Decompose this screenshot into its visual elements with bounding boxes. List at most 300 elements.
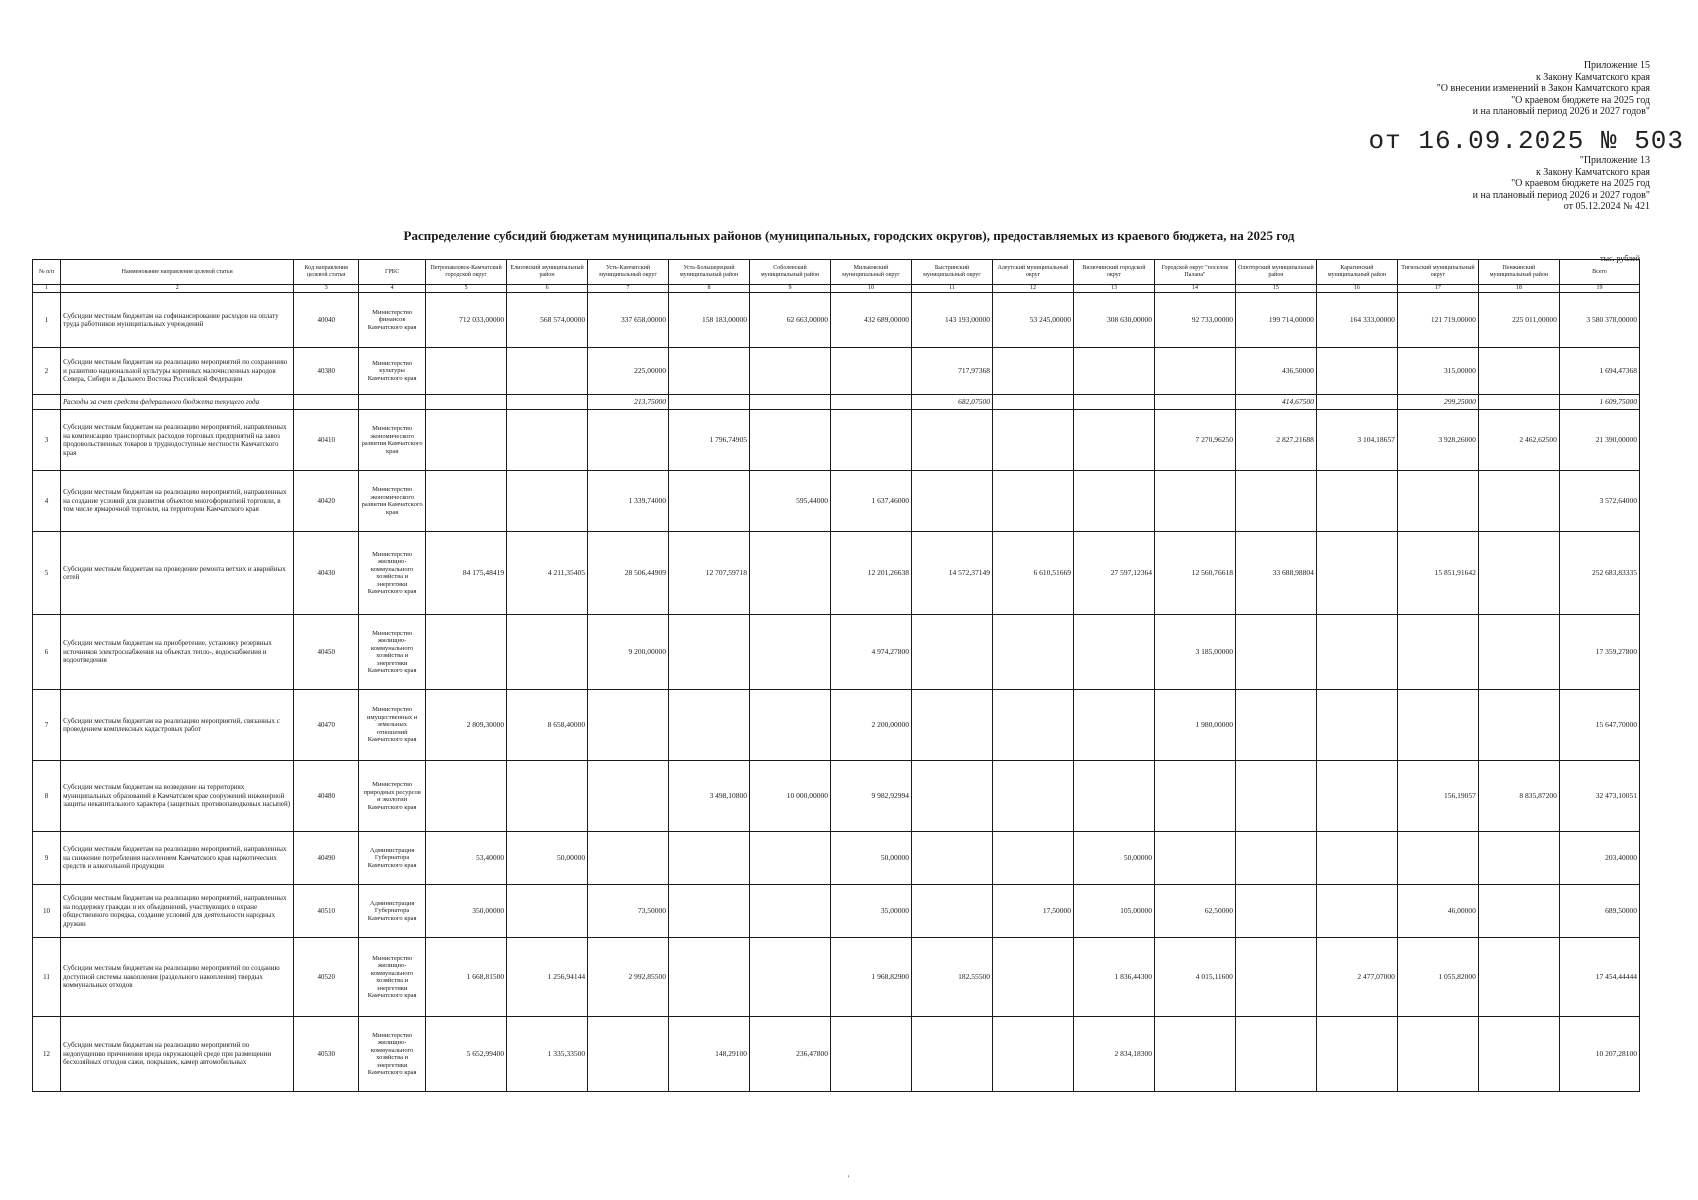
- amount-cell: [1154, 761, 1235, 832]
- total-cell: 17 359,27800: [1559, 615, 1639, 690]
- amount-cell: 1 968,82900: [831, 938, 912, 1017]
- amount-cell: [831, 410, 912, 471]
- amount-cell: 2 809,30000: [426, 690, 507, 761]
- amount-cell: [992, 938, 1073, 1017]
- column-number: 5: [426, 285, 507, 293]
- row-number: 7: [33, 690, 61, 761]
- annex-13-reference: [1473, 155, 1650, 213]
- amount-cell: [1316, 471, 1397, 532]
- amount-cell: 225 011,00000: [1478, 293, 1559, 348]
- amount-cell: [1397, 690, 1478, 761]
- amount-cell: 2 200,00000: [831, 690, 912, 761]
- annex-line: и на плановый период 2026 и 2027 годов": [1472, 106, 1650, 117]
- annex-line: к Закону Камчатского края: [1535, 166, 1650, 178]
- column-number: 18: [1478, 285, 1559, 293]
- amount-cell: [992, 690, 1073, 761]
- column-number: 4: [359, 285, 426, 293]
- amount-cell: 62 663,00000: [750, 293, 831, 348]
- table-row: [33, 761, 1640, 832]
- column-number: 13: [1073, 285, 1154, 293]
- amount-cell: 1 668,81500: [426, 938, 507, 1017]
- amount-cell: [750, 690, 831, 761]
- amount-cell: [507, 615, 588, 690]
- amount-cell: [1073, 615, 1154, 690]
- target-code: 40450: [294, 615, 359, 690]
- amount-cell: [1478, 348, 1559, 395]
- column-number: 9: [750, 285, 831, 293]
- total-cell: 21 390,00000: [1559, 410, 1639, 471]
- header-cell: Вилючинский городской округ: [1073, 260, 1154, 285]
- amount-cell: [1235, 1017, 1316, 1092]
- column-number: 2: [61, 285, 294, 293]
- amount-cell: [1316, 885, 1397, 938]
- amount-cell: [1235, 938, 1316, 1017]
- target-code: 40520: [294, 938, 359, 1017]
- amount-cell: 1 055,82000: [1397, 938, 1478, 1017]
- grbs-name: Министерство природных ресурсов и экологии Камчатского края: [359, 761, 426, 832]
- amount-cell: [588, 761, 669, 832]
- amount-cell: [831, 395, 912, 410]
- scan-mark: ': [848, 1174, 850, 1183]
- amount-cell: 4 211,35405: [507, 532, 588, 615]
- amount-cell: 12 560,76618: [1154, 532, 1235, 615]
- amount-cell: [912, 1017, 993, 1092]
- header-cell: № п/п: [33, 260, 61, 285]
- amount-cell: [507, 348, 588, 395]
- amount-cell: [750, 938, 831, 1017]
- amount-cell: [1154, 832, 1235, 885]
- amount-cell: 182,55500: [912, 938, 993, 1017]
- total-cell: 32 473,10051: [1559, 761, 1639, 832]
- amount-cell: [750, 532, 831, 615]
- amount-cell: 50,00000: [507, 832, 588, 885]
- amount-cell: 50,00000: [1073, 832, 1154, 885]
- amount-cell: [1154, 1017, 1235, 1092]
- column-number: 16: [1316, 285, 1397, 293]
- column-number: 3: [294, 285, 359, 293]
- amount-cell: [669, 885, 750, 938]
- amount-cell: 682,07500: [912, 395, 993, 410]
- amount-cell: [426, 410, 507, 471]
- amount-cell: [669, 832, 750, 885]
- amount-cell: [1478, 1017, 1559, 1092]
- amount-cell: [1478, 690, 1559, 761]
- amount-cell: [1316, 395, 1397, 410]
- amount-cell: [1235, 471, 1316, 532]
- amount-cell: [750, 395, 831, 410]
- grbs-name: Министерство жилищно-коммунального хозяйства и энергетики Камчатского края: [359, 1017, 426, 1092]
- target-code: 40470: [294, 690, 359, 761]
- amount-cell: [992, 348, 1073, 395]
- subsidy-name: Субсидии местным бюджетам на реализацию мероприятий, направленных на снижение потребления населением Камчатского края наркотических средств и алкогольной продукции: [61, 832, 294, 885]
- amount-cell: 156,19057: [1397, 761, 1478, 832]
- amount-cell: [507, 395, 588, 410]
- amount-cell: 62,50000: [1154, 885, 1235, 938]
- amount-cell: [912, 615, 993, 690]
- table-row: [33, 615, 1640, 690]
- total-cell: 1 694,47368: [1559, 348, 1639, 395]
- amount-cell: [426, 348, 507, 395]
- amount-cell: 92 733,00000: [1154, 293, 1235, 348]
- amount-cell: 2 827,21688: [1235, 410, 1316, 471]
- amount-cell: [507, 471, 588, 532]
- amount-cell: [1073, 690, 1154, 761]
- amount-cell: 73,50000: [588, 885, 669, 938]
- annex-line: от 05.12.2024 № 421: [1563, 201, 1650, 212]
- amount-cell: [1316, 532, 1397, 615]
- amount-cell: 3 185,00000: [1154, 615, 1235, 690]
- amount-cell: [588, 690, 669, 761]
- document-title: Распределение субсидий бюджетам муниципальных районов (муниципальных, городских округов), предоставляемых из краевого бюджета, на 2025 год: [403, 228, 1295, 243]
- table-row: [33, 348, 1640, 395]
- amount-cell: [1316, 832, 1397, 885]
- total-cell: 10 207,28100: [1559, 1017, 1639, 1092]
- row-number: 6: [33, 615, 61, 690]
- amount-cell: [1478, 471, 1559, 532]
- amount-cell: 46,00000: [1397, 885, 1478, 938]
- amount-cell: 432 689,00000: [831, 293, 912, 348]
- amount-cell: 33 688,98804: [1235, 532, 1316, 615]
- amount-cell: 3 928,26000: [1397, 410, 1478, 471]
- amount-cell: [669, 395, 750, 410]
- header-cell: Код направления целевой статьи: [294, 260, 359, 285]
- amount-cell: [992, 761, 1073, 832]
- amount-cell: 9 982,92994: [831, 761, 912, 832]
- table-row: [33, 532, 1640, 615]
- amount-cell: [1154, 395, 1235, 410]
- amount-cell: 2 477,07000: [1316, 938, 1397, 1017]
- header-cell: Олюторский муниципальный район: [1235, 260, 1316, 285]
- amount-cell: 712 033,00000: [426, 293, 507, 348]
- amount-cell: 1 796,74905: [669, 410, 750, 471]
- amount-cell: 158 183,00000: [669, 293, 750, 348]
- amount-cell: [1397, 471, 1478, 532]
- amount-cell: [1397, 1017, 1478, 1092]
- subsidy-name: Субсидии местным бюджетам на реализацию мероприятий, направленных на поддержку граждан и их объединений, участвующих в охране общественного порядка, создание условий для деятельности народных дружин: [61, 885, 294, 938]
- subsidy-name: Субсидии местным бюджетам на реализацию мероприятий, связанных с проведением комплексных кадастровых работ: [61, 690, 294, 761]
- subsidy-name: Субсидии местным бюджетам на софинансирование расходов на оплату труда работников муниципальных учреждений: [61, 293, 294, 348]
- header-cell: ГРБС: [359, 260, 426, 285]
- grbs-name: Министерство жилищно-коммунального хозяйства и энергетики Камчатского края: [359, 938, 426, 1017]
- unit-label: тыс. рублей: [1600, 254, 1640, 263]
- header-cell: Наименование направления целевой статьи: [61, 260, 294, 285]
- amount-cell: 3 104,18657: [1316, 410, 1397, 471]
- target-code: 40410: [294, 410, 359, 471]
- column-number: 7: [588, 285, 669, 293]
- amount-cell: [669, 471, 750, 532]
- amount-cell: 121 719,00000: [1397, 293, 1478, 348]
- amount-cell: [669, 690, 750, 761]
- amount-cell: 164 333,00000: [1316, 293, 1397, 348]
- amount-cell: 4 015,11600: [1154, 938, 1235, 1017]
- table-subrow: [33, 395, 1640, 410]
- column-number-row: [33, 285, 1640, 293]
- amount-cell: 3 498,10800: [669, 761, 750, 832]
- amount-cell: [912, 885, 993, 938]
- annex-line: "О краевом бюджете на 2025 год: [1511, 178, 1650, 189]
- column-number: 14: [1154, 285, 1235, 293]
- row-number: 4: [33, 471, 61, 532]
- total-cell: 252 683,83335: [1559, 532, 1639, 615]
- target-code: 40490: [294, 832, 359, 885]
- amount-cell: [426, 761, 507, 832]
- amount-cell: [750, 832, 831, 885]
- amount-cell: 1 339,74000: [588, 471, 669, 532]
- column-number: 19: [1559, 285, 1639, 293]
- amount-cell: [992, 471, 1073, 532]
- row-number: 10: [33, 885, 61, 938]
- amount-cell: [1073, 410, 1154, 471]
- amount-cell: 436,50000: [1235, 348, 1316, 395]
- total-cell: 3 580 378,00000: [1559, 293, 1639, 348]
- amount-cell: 105,00000: [1073, 885, 1154, 938]
- amount-cell: [1073, 348, 1154, 395]
- total-cell: 203,40000: [1559, 832, 1639, 885]
- amount-cell: [1235, 761, 1316, 832]
- amount-cell: 4 974,27800: [831, 615, 912, 690]
- amount-cell: [992, 410, 1073, 471]
- amount-cell: [1235, 615, 1316, 690]
- subsidy-name: Субсидии местным бюджетам на проведение ремонта ветхих и аварийных сетей: [61, 532, 294, 615]
- amount-cell: 315,00000: [1397, 348, 1478, 395]
- amount-cell: [1316, 348, 1397, 395]
- annex-15-reference: [1437, 60, 1650, 118]
- amount-cell: 568 574,00000: [507, 293, 588, 348]
- target-code: 40510: [294, 885, 359, 938]
- amount-cell: [1478, 885, 1559, 938]
- amount-cell: [588, 1017, 669, 1092]
- row-number: 1: [33, 293, 61, 348]
- amount-cell: 595,44000: [750, 471, 831, 532]
- column-number: 8: [669, 285, 750, 293]
- amount-cell: 35,00000: [831, 885, 912, 938]
- amount-cell: [507, 761, 588, 832]
- header-cell: Алеутский муниципальный округ: [992, 260, 1073, 285]
- row-number: [33, 395, 61, 410]
- header-cell: Быстринский муниципальный округ: [912, 260, 993, 285]
- header-cell: Усть-Большерецкий муниципальный район: [669, 260, 750, 285]
- amount-cell: 6 610,51669: [992, 532, 1073, 615]
- amount-cell: [1073, 395, 1154, 410]
- amount-cell: [912, 832, 993, 885]
- amount-cell: [426, 615, 507, 690]
- subsidy-name: Расходы за счет средств федерального бюджета текущего года: [61, 395, 294, 410]
- total-cell: 17 454,44444: [1559, 938, 1639, 1017]
- grbs-name: Администрация Губернатора Камчатского края: [359, 885, 426, 938]
- total-cell: 1 609,75000: [1559, 395, 1639, 410]
- row-number: 5: [33, 532, 61, 615]
- amount-cell: 84 175,48419: [426, 532, 507, 615]
- grbs-name: Министерство имущественных и земельных отношений Камчатского края: [359, 690, 426, 761]
- total-cell: 15 647,70000: [1559, 690, 1639, 761]
- amount-cell: 299,25000: [1397, 395, 1478, 410]
- amount-cell: [588, 410, 669, 471]
- amount-cell: 1 256,94144: [507, 938, 588, 1017]
- amount-cell: [912, 471, 993, 532]
- target-code: 40420: [294, 471, 359, 532]
- header-cell: Тигильский муниципальный округ: [1397, 260, 1478, 285]
- amount-cell: [1316, 615, 1397, 690]
- amount-cell: 53 245,00000: [992, 293, 1073, 348]
- amount-cell: 148,29100: [669, 1017, 750, 1092]
- header-cell: Пенжинский муниципальный район: [1478, 260, 1559, 285]
- amount-cell: [1478, 615, 1559, 690]
- amount-cell: 5 652,99400: [426, 1017, 507, 1092]
- amount-cell: [1316, 690, 1397, 761]
- amount-cell: [507, 410, 588, 471]
- amount-cell: [1235, 832, 1316, 885]
- header-cell: Городской округ "поселок Палана": [1154, 260, 1235, 285]
- amount-cell: [912, 761, 993, 832]
- amount-cell: [1397, 615, 1478, 690]
- amount-cell: [507, 885, 588, 938]
- amount-cell: [426, 471, 507, 532]
- amount-cell: 1 836,44300: [1073, 938, 1154, 1017]
- grbs-name: [359, 395, 426, 410]
- column-number: 1: [33, 285, 61, 293]
- amount-cell: 53,40000: [426, 832, 507, 885]
- row-number: 12: [33, 1017, 61, 1092]
- amount-cell: [992, 615, 1073, 690]
- target-code: 40430: [294, 532, 359, 615]
- amount-cell: [912, 690, 993, 761]
- grbs-name: Министерство жилищно-коммунального хозяйства и энергетики Камчатского края: [359, 615, 426, 690]
- amount-cell: [912, 410, 993, 471]
- amount-cell: [1478, 395, 1559, 410]
- column-number: 15: [1235, 285, 1316, 293]
- amount-cell: 414,67500: [1235, 395, 1316, 410]
- column-number: 12: [992, 285, 1073, 293]
- header-cell: Карагинский муниципальный район: [1316, 260, 1397, 285]
- amount-cell: 10 000,00000: [750, 761, 831, 832]
- table-row: [33, 1017, 1640, 1092]
- amount-cell: 14 572,37149: [912, 532, 993, 615]
- grbs-name: Министерство жилищно-коммунального хозяйства и энергетики Камчатского края: [359, 532, 426, 615]
- grbs-name: Администрация Губернатора Камчатского края: [359, 832, 426, 885]
- subsidy-name: Субсидии местным бюджетам на реализацию мероприятий по недопущению причинения вреда окружающей среде при размещении бесхозяйных отходов сажи, покрышек, камер автомобильных: [61, 1017, 294, 1092]
- amount-cell: 213,75000: [588, 395, 669, 410]
- amount-cell: [669, 348, 750, 395]
- amount-cell: [992, 832, 1073, 885]
- column-number: 11: [912, 285, 993, 293]
- amount-cell: [1397, 832, 1478, 885]
- amount-cell: 28 506,44909: [588, 532, 669, 615]
- amount-cell: [588, 832, 669, 885]
- target-code: 40480: [294, 761, 359, 832]
- annex-line: и на плановый период 2026 и 2027 годов": [1472, 189, 1650, 201]
- table-row: [33, 832, 1640, 885]
- header-cell: Всего: [1559, 260, 1639, 285]
- amount-cell: 2 992,85500: [588, 938, 669, 1017]
- row-number: 11: [33, 938, 61, 1017]
- amount-cell: [750, 410, 831, 471]
- column-number: 10: [831, 285, 912, 293]
- annex-line: "О внесении изменений в Закон Камчатского края: [1436, 83, 1650, 94]
- table-row: [33, 690, 1640, 761]
- amount-cell: [1073, 471, 1154, 532]
- amount-cell: 17,50000: [992, 885, 1073, 938]
- amount-cell: [1478, 532, 1559, 615]
- amount-cell: [831, 348, 912, 395]
- amount-cell: [1478, 832, 1559, 885]
- amount-cell: 225,00000: [588, 348, 669, 395]
- amount-cell: 199 714,00000: [1235, 293, 1316, 348]
- annex-line: "Приложение 13: [1579, 155, 1650, 166]
- row-number: 9: [33, 832, 61, 885]
- grbs-name: Министерство экономического развития Камчатского края: [359, 410, 426, 471]
- header-cell: Усть-Камчатский муниципальный округ: [588, 260, 669, 285]
- amount-cell: [831, 1017, 912, 1092]
- table-row: [33, 885, 1640, 938]
- amount-cell: [426, 395, 507, 410]
- amount-cell: [750, 615, 831, 690]
- target-code: 40380: [294, 348, 359, 395]
- target-code: 40040: [294, 293, 359, 348]
- law-date-stamp: от 16.09.2025 № 503: [1368, 126, 1684, 156]
- annex-line: "О краевом бюджете на 2025 год: [1511, 94, 1650, 106]
- target-code: [294, 395, 359, 410]
- grbs-name: Министерство культуры Камчатского края: [359, 348, 426, 395]
- amount-cell: 2 834,18300: [1073, 1017, 1154, 1092]
- amount-cell: 1 980,00000: [1154, 690, 1235, 761]
- amount-cell: 27 597,12364: [1073, 532, 1154, 615]
- grbs-name: Министерство экономического развития Камчатского края: [359, 471, 426, 532]
- amount-cell: 7 270,96250: [1154, 410, 1235, 471]
- row-number: 3: [33, 410, 61, 471]
- amount-cell: 8 658,40000: [507, 690, 588, 761]
- row-number: 2: [33, 348, 61, 395]
- amount-cell: 1 637,46000: [831, 471, 912, 532]
- amount-cell: 1 335,33500: [507, 1017, 588, 1092]
- header-cell: Елизовский муниципальный район: [507, 260, 588, 285]
- column-number: 17: [1397, 285, 1478, 293]
- amount-cell: [1235, 690, 1316, 761]
- amount-cell: [1154, 471, 1235, 532]
- total-cell: 689,50000: [1559, 885, 1639, 938]
- amount-cell: [1235, 885, 1316, 938]
- subsidy-name: Субсидии местным бюджетам на реализацию мероприятий, направленных на создание условий для развития объектов многоформатной торговли, в том числе ярмарочной торговли, на территории Камчатского края: [61, 471, 294, 532]
- subsidy-name: Субсидии местным бюджетам на возведение на территориях муниципальных образований в Камчатском крае сооружений инженерной защиты некапитального характера (защитных противопаводковых насыпей): [61, 761, 294, 832]
- header-cell: Петропавловск-Камчатский городской округ: [426, 260, 507, 285]
- header-cell: Мильковский муниципальный округ: [831, 260, 912, 285]
- amount-cell: [1154, 348, 1235, 395]
- amount-cell: [750, 885, 831, 938]
- amount-cell: 12 201,26638: [831, 532, 912, 615]
- amount-cell: 143 193,00000: [912, 293, 993, 348]
- table-row: [33, 293, 1640, 348]
- table-row: [33, 410, 1640, 471]
- amount-cell: [992, 395, 1073, 410]
- table-row: [33, 938, 1640, 1017]
- target-code: 40530: [294, 1017, 359, 1092]
- amount-cell: [669, 938, 750, 1017]
- subsidy-name: Субсидии местным бюджетам на реализацию мероприятий по созданию доступной системы накопления (раздельного накопления) твердых коммунальных отходов: [61, 938, 294, 1017]
- table-row: [33, 471, 1640, 532]
- subsidy-name: Субсидии местным бюджетам на приобретение, установку резервных источников электроснабжения на объектах тепло-, водоснабжения и водоотведения: [61, 615, 294, 690]
- row-number: 8: [33, 761, 61, 832]
- amount-cell: 15 851,91642: [1397, 532, 1478, 615]
- subsidy-distribution-table: [32, 259, 1640, 1092]
- subsidy-name: Субсидии местным бюджетам на реализацию мероприятий по сохранению и развитию национальной культуры коренных малочисленных народов Севера, Сибири и Дальнего Востока Российской Федерации: [61, 348, 294, 395]
- amount-cell: 2 462,62500: [1478, 410, 1559, 471]
- amount-cell: 50,00000: [831, 832, 912, 885]
- amount-cell: [1073, 761, 1154, 832]
- table-header-row: [33, 260, 1640, 285]
- total-cell: 3 572,64000: [1559, 471, 1639, 532]
- amount-cell: 308 630,00000: [1073, 293, 1154, 348]
- amount-cell: 12 707,59718: [669, 532, 750, 615]
- amount-cell: 337 658,00000: [588, 293, 669, 348]
